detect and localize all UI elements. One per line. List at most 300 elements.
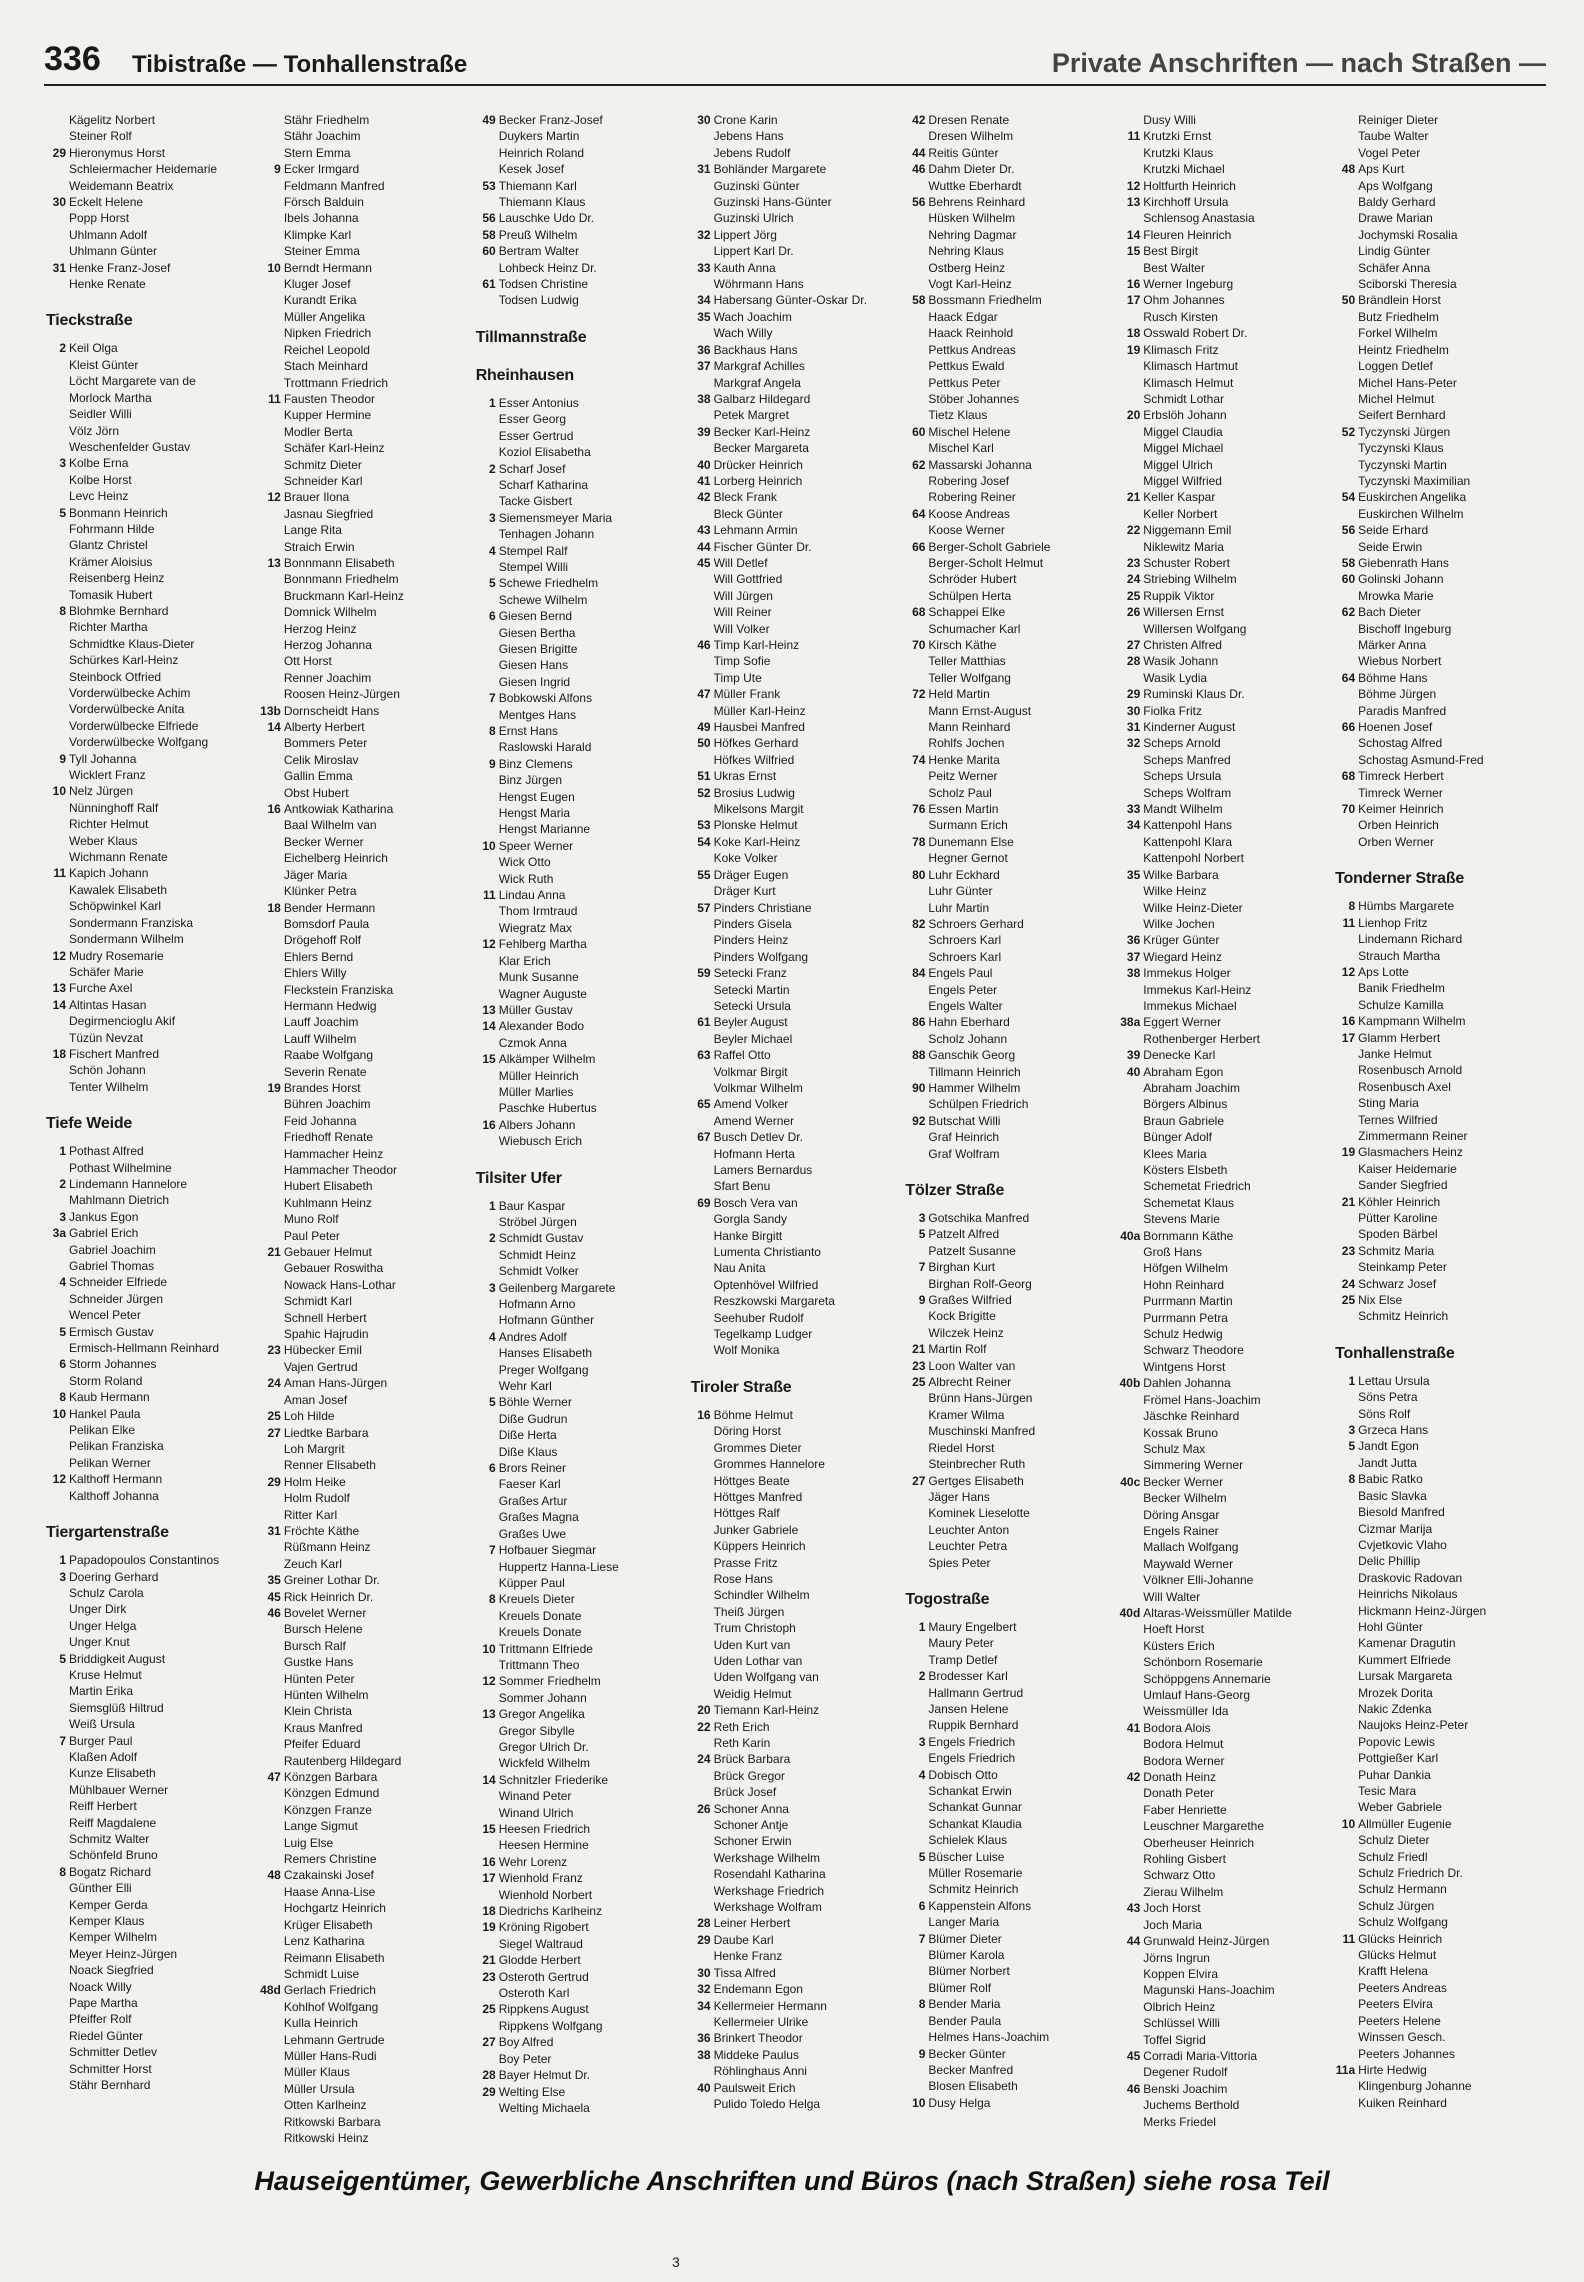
- resident-name: Schwarz Theodore: [1143, 1343, 1244, 1358]
- directory-entry: [259, 1638, 470, 1654]
- house-number: 17: [482, 1871, 496, 1886]
- resident-name: Kellermeier Ulrike: [713, 2014, 809, 2029]
- house-number: 29: [52, 145, 66, 160]
- resident-name: Siemsglüß Hiltrud: [69, 1700, 164, 1715]
- house-number: 35: [267, 1573, 281, 1588]
- directory-entry: [689, 1801, 900, 1817]
- resident-name: Graßes Uwe: [498, 1526, 567, 1541]
- directory-entry: [44, 455, 255, 471]
- resident-name: Boy Peter: [498, 2051, 552, 2066]
- directory-entry: [689, 1833, 900, 1849]
- resident-name: Nakic Zdenka: [1358, 1701, 1432, 1716]
- resident-name: Wickfeld Wilhelm: [498, 1756, 591, 1771]
- house-number: 40b: [1119, 1376, 1141, 1391]
- resident-name: Striebing Wilhelm: [1143, 572, 1237, 587]
- directory-entry: [44, 619, 255, 635]
- resident-name: Gregor Angelika: [498, 1707, 585, 1722]
- street-heading: Togostraße: [905, 1590, 990, 1608]
- directory-entry: [903, 850, 1114, 866]
- resident-name: Tillmann Heinrich: [928, 1064, 1021, 1079]
- directory-entry: [1333, 1521, 1544, 1537]
- directory-entry: [259, 965, 470, 981]
- resident-name: Kesek Josef: [498, 162, 565, 177]
- directory-entry: [474, 2001, 685, 2017]
- resident-name: Wintgens Horst: [1143, 1359, 1226, 1374]
- resident-name: Strauch Martha: [1358, 948, 1441, 963]
- house-number: 47: [697, 687, 711, 702]
- resident-name: Naujoks Heinz-Peter: [1358, 1718, 1469, 1733]
- directory-entry: [259, 1539, 470, 1555]
- directory-entry: [1333, 194, 1544, 210]
- directory-entry: [1118, 358, 1329, 374]
- directory-entry: [1333, 703, 1544, 719]
- house-number: 25: [267, 1409, 281, 1424]
- directory-entry: [44, 1160, 255, 1176]
- directory-entry: [259, 260, 470, 276]
- directory-entry: [689, 489, 900, 505]
- resident-name: Kappenstein Alfons: [928, 1898, 1032, 1913]
- resident-name: Theiß Jürgen: [713, 1604, 785, 1619]
- resident-name: Berger-Scholt Gabriele: [928, 539, 1051, 554]
- resident-name: Hümbs Margarete: [1358, 899, 1455, 914]
- directory-entry: [1333, 1914, 1544, 1930]
- directory-entry: [903, 1996, 1114, 2012]
- resident-name: Rautenberg Hildegard: [283, 1753, 402, 1768]
- directory-entry: [903, 473, 1114, 489]
- resident-name: Feldmann Manfred: [283, 178, 385, 193]
- resident-name: Lumenta Christianto: [713, 1245, 821, 1260]
- directory-entry: [44, 2077, 255, 2093]
- resident-name: Gertges Elisabeth: [928, 1473, 1024, 1488]
- resident-name: Hanses Elisabeth: [498, 1346, 593, 1361]
- directory-entry: [474, 1198, 685, 1214]
- directory-entry: [689, 1326, 900, 1342]
- directory-entry: [1118, 457, 1329, 473]
- directory-entry: [44, 570, 255, 586]
- directory-entry: [689, 1571, 900, 1587]
- resident-name: Schoner Anna: [713, 1801, 789, 1816]
- resident-name: Spoden Bärbel: [1358, 1227, 1438, 1242]
- directory-entry: [1118, 588, 1329, 604]
- directory-entry: [1333, 1422, 1544, 1438]
- resident-name: Raslowski Harald: [498, 740, 592, 755]
- resident-name: Hofmann Herta: [713, 1146, 795, 1161]
- resident-name: Altaras-Weissmüller Matilde: [1143, 1605, 1292, 1620]
- resident-name: Mrozek Dorita: [1358, 1685, 1433, 1700]
- directory-entry: [903, 752, 1114, 768]
- resident-name: Kreuels Donate: [498, 1625, 582, 1640]
- directory-entry: [44, 1585, 255, 1601]
- directory-entry: [1118, 473, 1329, 489]
- directory-entry: [1118, 539, 1329, 555]
- resident-name: Seide Erwin: [1358, 539, 1423, 554]
- resident-name: Kemper Klaus: [69, 1914, 145, 1929]
- directory-entry: [259, 1785, 470, 1801]
- resident-name: Dusy Willi: [1143, 113, 1196, 127]
- directory-entry: [1118, 982, 1329, 998]
- resident-name: Butschat Willi: [928, 1113, 1001, 1128]
- resident-name: Reszkowski Margareta: [713, 1294, 835, 1309]
- directory-entry: [259, 1342, 470, 1358]
- resident-name: Höttges Manfred: [713, 1489, 803, 1504]
- house-number: 25: [912, 1375, 926, 1390]
- resident-name: Graßes Wilfried: [928, 1293, 1012, 1308]
- resident-name: Schewe Friedhelm: [498, 576, 599, 591]
- directory-entry: [689, 998, 900, 1014]
- resident-name: Hübecker Emil: [283, 1343, 362, 1358]
- directory-entry: [1333, 1504, 1544, 1520]
- house-number: 23: [1341, 1243, 1356, 1258]
- directory-entry: [1333, 1373, 1544, 1389]
- resident-name: Roosen Heinz-Jürgen: [283, 687, 400, 702]
- resident-name: Schmidtke Klaus-Dieter: [69, 636, 195, 651]
- directory-entry: [474, 1214, 685, 1230]
- resident-name: Siemensmeyer Maria: [498, 510, 613, 525]
- resident-name: Wehr Karl: [498, 1379, 552, 1394]
- directory-entry: [44, 1782, 255, 1798]
- directory-entry: [1118, 834, 1329, 850]
- house-number: 25: [482, 2002, 496, 2017]
- directory-entry: [903, 1243, 1114, 1259]
- resident-name: Cvjetkovic Vlaho: [1358, 1537, 1447, 1552]
- directory-entry: [474, 1805, 685, 1821]
- directory-entry: [259, 1982, 470, 1998]
- directory-entry: [689, 128, 900, 144]
- directory-entry: [1333, 506, 1544, 522]
- house-number: 65: [697, 1097, 711, 1112]
- directory-entry: [903, 342, 1114, 358]
- resident-name: Pelikan Elke: [69, 1423, 136, 1438]
- resident-name: Löcht Margarete van de: [69, 374, 196, 389]
- directory-entry: [44, 373, 255, 389]
- resident-name: Diße Klaus: [498, 1444, 558, 1459]
- resident-name: Richter Helmut: [69, 817, 149, 832]
- directory-entry: [474, 1476, 685, 1492]
- resident-name: Delic Phillip: [1358, 1554, 1421, 1569]
- resident-name: Müller Klaus: [283, 2065, 350, 2080]
- resident-name: Bruckmann Karl-Heinz: [283, 588, 404, 603]
- resident-name: Meyer Heinz-Jürgen: [69, 1946, 178, 1961]
- directory-entry: [1118, 1392, 1329, 1408]
- directory-entry: [1118, 1047, 1329, 1063]
- resident-name: Wach Willy: [713, 326, 773, 341]
- house-number: 10: [482, 1641, 496, 1656]
- directory-entry: [474, 887, 685, 903]
- resident-name: Basic Slavka: [1358, 1488, 1427, 1503]
- directory-entry: [689, 571, 900, 587]
- directory-entry: [44, 1258, 255, 1274]
- resident-name: Winand Peter: [498, 1789, 572, 1804]
- house-number: 40a: [1120, 1228, 1141, 1243]
- directory-entry: [44, 1274, 255, 1290]
- resident-name: Seide Erhard: [1358, 523, 1429, 538]
- resident-name: Schürkes Karl-Heinz: [69, 653, 179, 668]
- directory-entry: [259, 358, 470, 374]
- directory-entry: [259, 703, 470, 719]
- directory-entry: [1333, 1635, 1544, 1651]
- directory-entry: [474, 723, 685, 739]
- directory-entry: [259, 1211, 470, 1227]
- house-number: 24: [1126, 572, 1141, 587]
- house-number: 8: [1348, 1472, 1356, 1487]
- resident-name: Mischel Karl: [928, 441, 994, 456]
- directory-entry: [474, 292, 685, 308]
- resident-name: Paulsweit Erich: [713, 2080, 796, 2095]
- resident-name: Volkmar Wilhelm: [713, 1080, 803, 1095]
- directory-entry: [44, 1079, 255, 1095]
- resident-name: Volkmar Birgit: [713, 1064, 788, 1079]
- directory-entry: [1118, 1425, 1329, 1441]
- directory-entry: [1118, 227, 1329, 243]
- directory-entry: [44, 1242, 255, 1258]
- directory-entry: [1333, 1586, 1544, 1602]
- resident-name: Hermann Hedwig: [283, 998, 377, 1013]
- resident-name: Corradi Maria-Vittoria: [1143, 2048, 1258, 2063]
- directory-entry: [474, 2051, 685, 2067]
- directory-entry: [903, 604, 1114, 620]
- directory-entry: [903, 1832, 1114, 1848]
- directory-entry: [903, 1047, 1114, 1063]
- directory-entry: [1333, 424, 1544, 440]
- directory-entry: [259, 998, 470, 1014]
- resident-name: Munk Susanne: [498, 970, 579, 985]
- directory-entry: [474, 493, 685, 509]
- directory-entry: [259, 1359, 470, 1375]
- directory-entry: [903, 1750, 1114, 1766]
- directory-entry: [1118, 1966, 1329, 1982]
- directory-entry: [903, 1292, 1114, 1308]
- directory-entry: [1118, 932, 1329, 948]
- house-number: 80: [912, 867, 926, 882]
- resident-name: Wasik Johann: [1143, 654, 1219, 669]
- directory-entry: [259, 1523, 470, 1539]
- directory-entry: [44, 1307, 255, 1323]
- resident-name: Kapich Johann: [69, 866, 149, 881]
- directory-entry: [44, 260, 255, 276]
- resident-name: Tesic Mara: [1358, 1784, 1417, 1798]
- directory-entry: [1118, 1933, 1329, 1949]
- resident-name: Müller Rosemarie: [928, 1866, 1023, 1881]
- directory-entry: [44, 1798, 255, 1814]
- resident-name: Greiner Lothar Dr.: [283, 1573, 380, 1588]
- street-heading: Tiergartenstraße: [46, 1524, 169, 1542]
- house-number: 26: [697, 1801, 711, 1816]
- house-number: 5: [59, 505, 66, 520]
- resident-name: Wach Joachim: [713, 309, 792, 324]
- directory-entry: [44, 669, 255, 685]
- directory-entry: [1118, 1884, 1329, 1900]
- resident-name: Hofmann Arno: [498, 1297, 576, 1311]
- directory-entry: [474, 707, 685, 723]
- house-number: 78: [912, 834, 926, 849]
- resident-name: Tomasik Hubert: [69, 587, 153, 602]
- resident-name: Ehlers Willy: [283, 966, 347, 981]
- resident-name: Bosch Vera van: [713, 1195, 798, 1210]
- directory-entry: [44, 521, 255, 537]
- house-number: 3: [918, 1734, 926, 1749]
- directory-entry: [259, 1572, 470, 1588]
- resident-name: Fischer Günter Dr.: [713, 539, 812, 554]
- directory-entry: [474, 477, 685, 493]
- resident-name: Tegelkamp Ludger: [713, 1327, 813, 1342]
- street-heading: Tonderner Straße: [1335, 870, 1465, 888]
- directory-entry: [44, 980, 255, 996]
- directory-entry: [474, 2100, 685, 2116]
- directory-entry: [1333, 752, 1544, 768]
- house-number: 1: [489, 1198, 496, 1213]
- resident-name: Richter Martha: [69, 620, 148, 635]
- resident-name: Herzog Johanna: [283, 638, 372, 652]
- directory-entry: [474, 1903, 685, 1919]
- directory-entry: [1118, 686, 1329, 702]
- resident-name: Purrmann Petra: [1143, 1310, 1228, 1325]
- resident-name: Heintz Friedhelm: [1358, 342, 1449, 357]
- directory-entry: [903, 998, 1114, 1014]
- directory-entry: [474, 575, 685, 591]
- resident-name: Engels Peter: [928, 982, 998, 997]
- house-number: 43: [1126, 1901, 1141, 1916]
- resident-name: Rick Heinrich Dr.: [283, 1589, 374, 1604]
- resident-name: Holtfurth Heinrich: [1143, 178, 1236, 193]
- directory-entry: [259, 1293, 470, 1309]
- directory-entry: [1333, 1194, 1544, 1210]
- house-number: 11: [53, 866, 66, 881]
- directory-entry: [1333, 2013, 1544, 2029]
- directory-entry: [1118, 391, 1329, 407]
- directory-entry: [689, 506, 900, 522]
- directory-entry: [689, 1653, 900, 1669]
- directory-entry: [903, 719, 1114, 735]
- resident-name: Keil Olga: [69, 341, 118, 356]
- resident-name: Kurandt Erika: [283, 293, 357, 308]
- resident-name: Noack Siegfried: [69, 1963, 154, 1978]
- directory-entry: [1333, 1570, 1544, 1586]
- directory-entry: [259, 2130, 470, 2146]
- house-number: 10: [1341, 1816, 1356, 1831]
- resident-name: Haack Reinhold: [928, 326, 1014, 341]
- resident-name: Drücker Heinrich: [713, 457, 803, 472]
- resident-name: Spahic Hajrudin: [283, 1327, 369, 1342]
- directory-entry: [1118, 161, 1329, 177]
- resident-name: Keimer Heinrich: [1358, 802, 1444, 817]
- resident-name: Birghan Rolf-Georg: [928, 1276, 1032, 1291]
- resident-name: Baur Kaspar: [498, 1198, 566, 1213]
- directory-entry: [474, 1870, 685, 1886]
- resident-name: Kösters Elsbeth: [1143, 1163, 1228, 1177]
- directory-entry: [1333, 588, 1544, 604]
- house-number: 59: [697, 966, 711, 981]
- directory-entry: [689, 1162, 900, 1178]
- resident-name: Hoeft Horst: [1143, 1622, 1204, 1637]
- directory-entry: [1333, 1816, 1544, 1832]
- directory-entry: [1118, 1556, 1329, 1572]
- directory-entry: [474, 1575, 685, 1591]
- resident-name: Schankat Gunnar: [928, 1800, 1022, 1815]
- directory-entry: [259, 752, 470, 768]
- resident-name: Heesen Friedrich: [498, 1822, 591, 1836]
- house-number: 2: [489, 461, 496, 476]
- resident-name: Becker Günter: [928, 2046, 1006, 2061]
- directory-entry: [903, 735, 1114, 751]
- directory-entry: [903, 900, 1114, 916]
- directory-entry: [903, 867, 1114, 883]
- directory-entry: [903, 1783, 1114, 1799]
- directory-entry: [1333, 1799, 1544, 1815]
- resident-name: Küppers Heinrich: [713, 1539, 806, 1554]
- resident-name: Markgraf Angela: [713, 375, 801, 390]
- house-number: 31: [267, 1523, 281, 1538]
- directory-entry: [903, 489, 1114, 505]
- directory-entry: [689, 621, 900, 637]
- resident-name: Martin Erika: [69, 1684, 134, 1699]
- resident-name: Peeters Helene: [1358, 2013, 1441, 2028]
- directory-entry: [903, 243, 1114, 259]
- resident-name: Könzgen Franze: [283, 1802, 372, 1817]
- directory-entry: [1118, 1523, 1329, 1539]
- resident-name: Kuiken Reinhard: [1358, 2095, 1447, 2110]
- resident-name: Weschenfelder Gustav: [69, 439, 191, 454]
- directory-entry: [259, 621, 470, 637]
- directory-entry: [259, 801, 470, 817]
- directory-entry: [1333, 834, 1544, 850]
- directory-entry: [689, 407, 900, 423]
- house-number: 48d: [260, 1983, 281, 1998]
- directory-entry: [1118, 2114, 1329, 2130]
- house-number: 44: [1126, 1934, 1141, 1949]
- directory-entry: [689, 1423, 900, 1439]
- resident-name: Heinrich Roland: [498, 145, 585, 160]
- directory-entry: [474, 1002, 685, 1018]
- directory-entry: [903, 1947, 1114, 1963]
- house-number: 30: [697, 113, 711, 127]
- resident-name: Schmitz Heinrich: [1358, 1309, 1449, 1324]
- resident-name: Klimpke Karl: [283, 227, 352, 242]
- directory-entry: [44, 145, 255, 161]
- resident-name: Wagner Auguste: [498, 986, 587, 1001]
- resident-name: Willersen Ernst: [1143, 605, 1224, 620]
- directory-entry: [1333, 948, 1544, 964]
- resident-name: Daube Karl: [713, 1932, 774, 1947]
- resident-name: Beyler August: [713, 1015, 788, 1030]
- house-number: 2: [489, 1231, 496, 1246]
- directory-entry: [689, 1211, 900, 1227]
- resident-name: Nehring Klaus: [928, 244, 1004, 259]
- directory-entry: [1333, 210, 1544, 226]
- resident-name: Magunski Hans-Joachim: [1143, 1983, 1275, 1998]
- resident-name: Duykers Martin: [498, 129, 580, 144]
- house-number: 28: [697, 1916, 711, 1931]
- directory-entry: [44, 2028, 255, 2044]
- house-number: 1: [1348, 1373, 1356, 1388]
- directory-entry: [474, 1887, 685, 1903]
- resident-name: Robering Josef: [928, 473, 1010, 488]
- directory-entry: [1118, 1310, 1329, 1326]
- resident-name: Levc Heinz: [69, 489, 129, 504]
- directory-entry: [689, 1080, 900, 1096]
- directory-entry: [903, 1014, 1114, 1030]
- house-number: 3: [59, 1209, 66, 1224]
- resident-name: Timp Sofie: [713, 654, 771, 669]
- directory-entry: [44, 1864, 255, 1880]
- resident-name: Loh Margrit: [283, 1441, 345, 1456]
- resident-name: Müller Marlies: [498, 1084, 574, 1099]
- directory-entry: [474, 2067, 685, 2083]
- directory-entry: [903, 1276, 1114, 1292]
- directory-entry: [903, 2029, 1114, 2045]
- resident-name: Lauschke Udo Dr.: [498, 211, 595, 226]
- directory-entry: [474, 543, 685, 559]
- directory-entry: [689, 850, 900, 866]
